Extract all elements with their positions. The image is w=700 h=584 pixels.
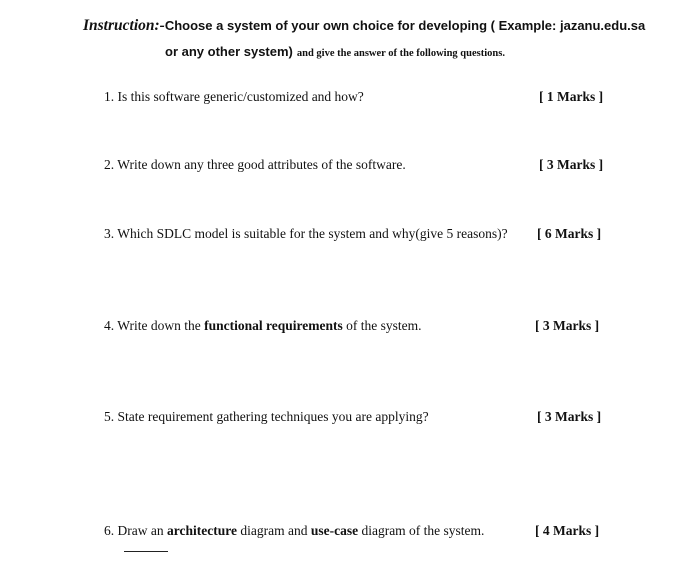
question-number: 3.: [104, 226, 115, 241]
question-text-bold-1: architecture: [166, 523, 237, 538]
instruction-text-2a: or any other system): [165, 44, 293, 59]
question-text: Write down any three good attributes of the software.: [117, 157, 406, 172]
question-number: 2.: [104, 157, 115, 172]
question-number: 5.: [104, 409, 115, 424]
question-3-marks: [ 6 Marks ]: [537, 226, 602, 241]
question-1-marks: [ 1 Marks ]: [539, 89, 604, 104]
question-2-marks: [ 3 Marks ]: [539, 157, 604, 172]
question-3: [104, 226, 508, 242]
question-text: Which SDLC model is suitable for the system and why(give 5 reasons)?: [117, 226, 508, 241]
question-text-post: diagram of the system.: [358, 523, 485, 538]
instruction-line-1: [83, 17, 683, 35]
question-6-marks: [ 4 Marks ]: [535, 523, 600, 538]
instruction-label: Instruction:-: [83, 17, 165, 34]
instruction-line-2: [165, 43, 665, 61]
question-text: Is this software generic/customized and how?: [117, 89, 364, 104]
question-text-bold: functional requirements: [204, 318, 343, 333]
question-text-bold-2: use-case: [310, 523, 359, 538]
question-text-post: of the system.: [342, 318, 422, 333]
question-6: [104, 523, 484, 539]
question-text: State requirement gathering techniques you are applying?: [117, 409, 429, 424]
question-5: [104, 409, 429, 425]
question-text-pre: Write down the: [117, 318, 205, 333]
question-1: [104, 89, 364, 105]
question-2: [104, 157, 406, 173]
divider-line: [124, 551, 168, 552]
question-text-pre: Draw an: [117, 523, 167, 538]
instruction-text-2b: and give the answer of the following questions.: [296, 48, 505, 59]
question-4: [104, 318, 421, 334]
question-number: 1.: [104, 89, 115, 104]
question-number: 6.: [104, 523, 115, 538]
question-number: 4.: [104, 318, 115, 333]
question-5-marks: [ 3 Marks ]: [537, 409, 602, 424]
question-4-marks: [ 3 Marks ]: [535, 318, 600, 333]
question-text-mid: diagram and: [236, 523, 311, 538]
instruction-text-1: Choose a system of your own choice for developing ( Example: jazanu.edu.sa: [164, 18, 646, 33]
